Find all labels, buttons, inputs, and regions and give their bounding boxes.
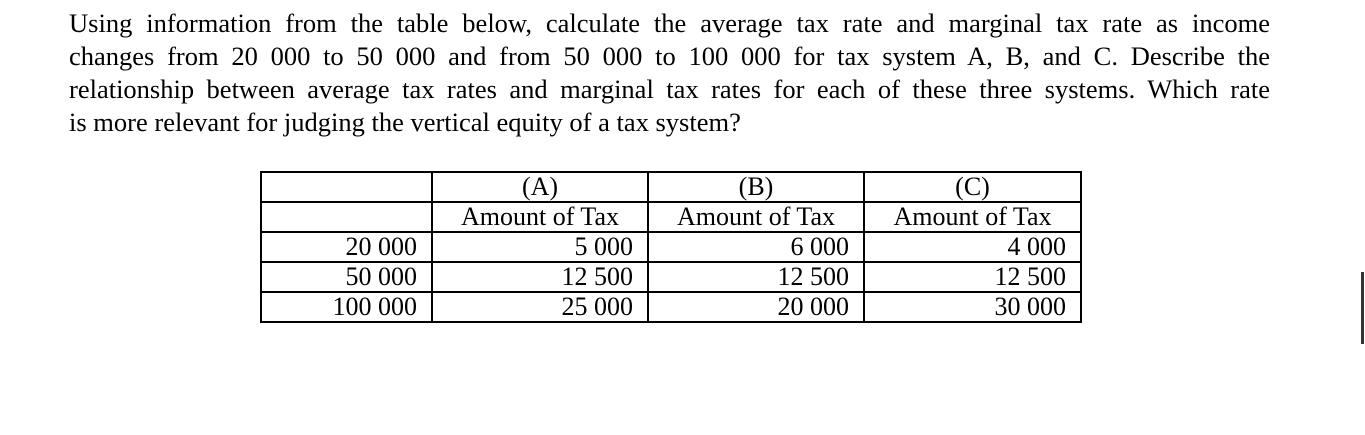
- header-empty-cell: [261, 172, 432, 202]
- system-c-header: (C): [864, 172, 1081, 202]
- system-b-header: (B): [648, 172, 864, 202]
- amount-of-tax-c: Amount of Tax: [864, 202, 1081, 232]
- table-subheader-row: [261, 202, 1081, 232]
- income-cell: 20 000: [261, 232, 432, 262]
- amount-of-tax-b: Amount of Tax: [648, 202, 864, 232]
- tax-cell: 30 000: [864, 292, 1081, 322]
- table-row: [261, 232, 1081, 262]
- tax-cell: 4 000: [864, 232, 1081, 262]
- question-text: [69, 7, 1270, 139]
- tax-cell: 6 000: [648, 232, 864, 262]
- income-cell: 100 000: [261, 292, 432, 322]
- amount-of-tax-a: Amount of Tax: [432, 202, 648, 232]
- tax-cell: 12 500: [648, 262, 864, 292]
- table-row: [261, 262, 1081, 292]
- tax-cell: 5 000: [432, 232, 648, 262]
- tax-cell: 12 500: [432, 262, 648, 292]
- table-row: [261, 292, 1081, 322]
- question-line: Using information from the table below, calculate the average tax rate and marginal tax rate as income: [69, 8, 1270, 38]
- tax-cell: 25 000: [432, 292, 648, 322]
- system-a-header: (A): [432, 172, 648, 202]
- question-line: relationship between average tax rates and marginal tax rates for each of these three systems. Which rate: [69, 74, 1270, 104]
- subheader-empty-cell: [261, 202, 432, 232]
- tax-cell: 20 000: [648, 292, 864, 322]
- question-line: changes from 20 000 to 50 000 and from 50 000 to 100 000 for tax system A, B, and C. Describe the: [69, 41, 1270, 71]
- scrollbar[interactable]: [1361, 272, 1364, 344]
- income-cell: 50 000: [261, 262, 432, 292]
- tax-table: [260, 171, 1082, 323]
- question-line: is more relevant for judging the vertical equity of a tax system?: [69, 107, 741, 137]
- table-header-row: [261, 172, 1081, 202]
- tax-cell: 12 500: [864, 262, 1081, 292]
